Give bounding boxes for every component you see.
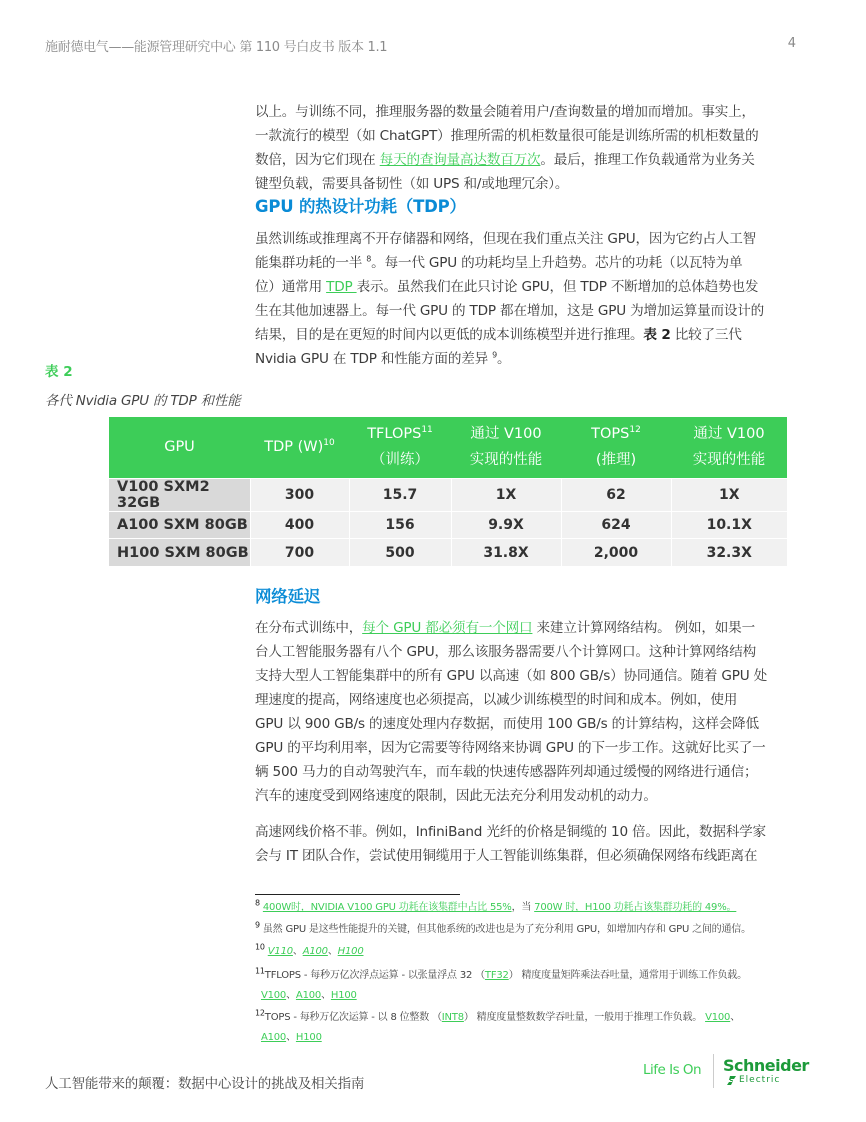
footnote-12: $^{12}$TOPS - 每秒万亿次运算 - 以 8 位整数 （INT8） 精度度量整数数学吞吐量，一般用于推理工作负载。 V100、 A100、H100 — [255, 1008, 741, 1043]
v100-spec-link[interactable]: V100 — [705, 1012, 731, 1023]
gpu-name-cell: A100 SXM 80GB — [109, 511, 250, 539]
table-cell: 15.7 — [349, 478, 451, 511]
text-line: 在分布式训练中，每个 GPU 都必须有一个网口 来建立计算网络结构。 例如，如果一 — [255, 620, 755, 636]
table-cell: 400 — [250, 511, 349, 539]
table-row — [109, 478, 787, 511]
header-perf-vs-v100-training: 通过 V100 实现的性能 — [451, 417, 561, 478]
page-number: 4 — [787, 36, 796, 51]
text-line: 汽车的速度受到网络速度的限制，因此无法充分利用发动机的动力。 — [255, 788, 657, 804]
tdp-paragraph — [255, 227, 807, 371]
schneider-electric-logo-icon — [727, 1075, 737, 1086]
text-line: 位）通常用 TDP 表示。虽然我们在此只讨论 GPU，但 TDP 不断增加的总体趋势也发 — [255, 279, 759, 295]
table-cell: 2,000 — [561, 539, 671, 567]
table-header-row — [109, 417, 787, 478]
gpu-comparison-table — [109, 417, 787, 566]
footnote-ref-12[interactable]: 12 — [629, 425, 641, 436]
footnote-9: $^9$ 虽然 GPU 是这些性能提升的关键，但其他系统的改进也是为了充分利用 GPU，如增加内存和 GPU 之间的通信。 — [255, 920, 751, 935]
h100-spec-link[interactable]: H100 — [337, 946, 364, 957]
table-cell: 9.9X — [451, 511, 561, 539]
table-cell: 1X — [451, 478, 561, 511]
table-cell: 31.8X — [451, 539, 561, 567]
text-line: 支持大型人工智能集群中的所有 GPU 以高速（如 800 GB/s）协同通信。随着 GPU 处 — [255, 668, 767, 684]
v100-power-share-link[interactable]: 400W时，NVIDIA V100 GPU 功耗在该集群中占比 55% — [262, 902, 512, 913]
table-cell: 300 — [250, 478, 349, 511]
header-tdp: TDP $(W)^{10}$ — [250, 417, 349, 478]
footnote-11: $^{11}$TFLOPS - 每秒万亿次浮点运算 - 以张量浮点 32 （TF32） 精度度量矩阵乘法吞吐量，通常用于训练工作负载。 V100、A100、H100 — [255, 966, 747, 1001]
table-caption: 各代 Nvidia GPU 的 TDP 和性能 — [45, 393, 241, 409]
table-cell: 10.1X — [671, 511, 787, 539]
text-line: 会与 IT 团队合作，尝试使用铜缆用于人工智能训练集群，但必须确保网络布线距离在 — [255, 848, 758, 864]
v110-spec-link[interactable]: V110 — [267, 946, 293, 957]
v100-spec-link[interactable]: V100 — [260, 990, 287, 1001]
int8-link[interactable]: INT8 — [441, 1012, 464, 1023]
table-label: 表 2 — [45, 364, 73, 380]
text-line: Nvidia GPU 在 TDP 和性能方面的差异 $^9$。 — [255, 350, 511, 367]
tf32-link[interactable]: TF32 — [484, 970, 509, 981]
table-cell: 32.3X — [671, 539, 787, 567]
text-line: 生在其他加速器上。每一代 GPU 的 TDP 都在增加，这是 GPU 为增加运算量而设计的 — [255, 303, 765, 319]
schneider-wordmark: Schneider — [723, 1056, 809, 1075]
tdp-link[interactable]: TDP — [326, 279, 357, 295]
table-cell: 62 — [561, 478, 671, 511]
footnote-10: $^{10}$ V110、A100、H100 — [255, 942, 364, 957]
table-cell: 156 — [349, 511, 451, 539]
header-gpu: GPU — [109, 417, 250, 478]
gpu-name-cell: V100 SXM2 32GB — [109, 478, 250, 511]
table-cell: 700 — [250, 539, 349, 567]
a100-spec-link[interactable]: A100 — [260, 1032, 287, 1043]
text-line: GPU 以 900 GB/s 的速度处理内存数据，而使用 100 GB/s 的计算结构，这样会降低 — [255, 716, 759, 732]
table-cell: 500 — [349, 539, 451, 567]
footnote-ref-10[interactable]: 10 — [323, 438, 335, 449]
network-paragraph-1 — [255, 616, 807, 808]
text-line: GPU 的平均利用率，因为它需要等待网络来协调 GPU 的下一步工作。这就好比买了一 — [255, 740, 766, 756]
a100-spec-link[interactable]: A100 — [302, 946, 328, 957]
brand-divider — [713, 1054, 714, 1088]
text-line: 能集群功耗的一半 $^8$。每一代 GPU 的功耗均呈上升趋势。芯片的功耗（以瓦特为单 — [255, 254, 743, 271]
text-line: 理速度的提高，网络速度也必须提高，以减少训练模型的时间和成本。例如，使用 — [255, 692, 738, 708]
text-line: 结果，目的是在更短的时间内以更低的成本训练模型并进行推理。表 2 比较了三代 — [255, 327, 742, 343]
footnote-ref-9[interactable]: 9 — [492, 350, 498, 360]
footnote-ref-11[interactable]: 11 — [421, 425, 433, 436]
gpu-network-port-link[interactable]: 每个 GPU 都必须有一个网口 — [362, 620, 533, 636]
intro-paragraph — [255, 100, 807, 196]
header-tops: TOPS$^{12}$ (推理) — [561, 417, 671, 478]
page-header — [45, 36, 796, 56]
table-cell: 624 — [561, 511, 671, 539]
text-line: 一款流行的模型（如 ChatGPT）推理所需的机柜数量很可能是训练所需的机柜数量的 — [255, 128, 759, 144]
h100-power-share-link[interactable]: 700W 时，H100 功耗占该集群功耗的 49%。 — [534, 902, 737, 913]
document-title-footer: 人工智能带来的颠覆：数据中心设计的挑战及相关指南 — [45, 1076, 365, 1092]
h100-spec-link[interactable]: H100 — [330, 990, 357, 1001]
header-perf-vs-v100-inference: 通过 V100 实现的性能 — [671, 417, 787, 478]
life-is-on-tagline: Life Is On — [643, 1062, 702, 1078]
text-line: 辆 500 马力的自动驾驶汽车，而车载的快速传感器阵列却通过缓慢的网络进行通信； — [255, 764, 758, 780]
text-line: 键型负载，需要具备韧性（如 UPS 和/或地理冗余）。 — [255, 176, 569, 192]
section-heading-network-latency: 网络延迟 — [255, 587, 321, 606]
h100-spec-link[interactable]: H100 — [295, 1032, 322, 1043]
network-paragraph-2 — [255, 820, 807, 868]
table-reference: 表 2 — [643, 327, 671, 343]
text-line: 以上。与训练不同，推理服务器的数量会随着用户/查询数量的增加而增加。事实上， — [255, 104, 755, 120]
header-tflops: TFLOPS$^{11}$ （训练） — [349, 417, 451, 478]
text-line: 台人工智能服务器有八个 GPU，那么该服务器需要八个计算网口。这种计算网络结构 — [255, 644, 756, 660]
electric-wordmark: Electric — [739, 1075, 781, 1085]
table-cell: 1X — [671, 478, 787, 511]
gpu-name-cell: H100 SXM 80GB — [109, 539, 250, 567]
table-row — [109, 539, 787, 567]
document-series-title: 施耐德电气——能源管理研究中心 第 110 号白皮书 版本 1.1 — [45, 40, 388, 55]
footnote-divider — [255, 894, 460, 895]
footnote-ref-8[interactable]: 8 — [366, 254, 372, 264]
text-line: 数倍，因为它们现在 每天的查询量高达数百万次。最后，推理工作负载通常为业务关 — [255, 152, 755, 168]
table-row — [109, 511, 787, 539]
footnote-8: $^8$ 400W时，NVIDIA V100 GPU 功耗在该集群中占比 55%，当 700W 时，H100 功耗占该集群功耗的 49%。 — [255, 898, 737, 913]
text-line: 高速网线价格不菲。例如，InfiniBand 光纤的价格是铜缆的 10 倍。因此，数据科学家 — [255, 824, 766, 840]
section-heading-tdp: GPU 的热设计功耗（TDP） — [255, 197, 466, 216]
a100-spec-link[interactable]: A100 — [295, 990, 322, 1001]
queries-per-day-link[interactable]: 每天的查询量高达数百万次 — [379, 152, 541, 168]
text-line: 虽然训练或推理离不开存储器和网络，但现在我们重点关注 GPU，因为它约占人工智 — [255, 231, 756, 247]
